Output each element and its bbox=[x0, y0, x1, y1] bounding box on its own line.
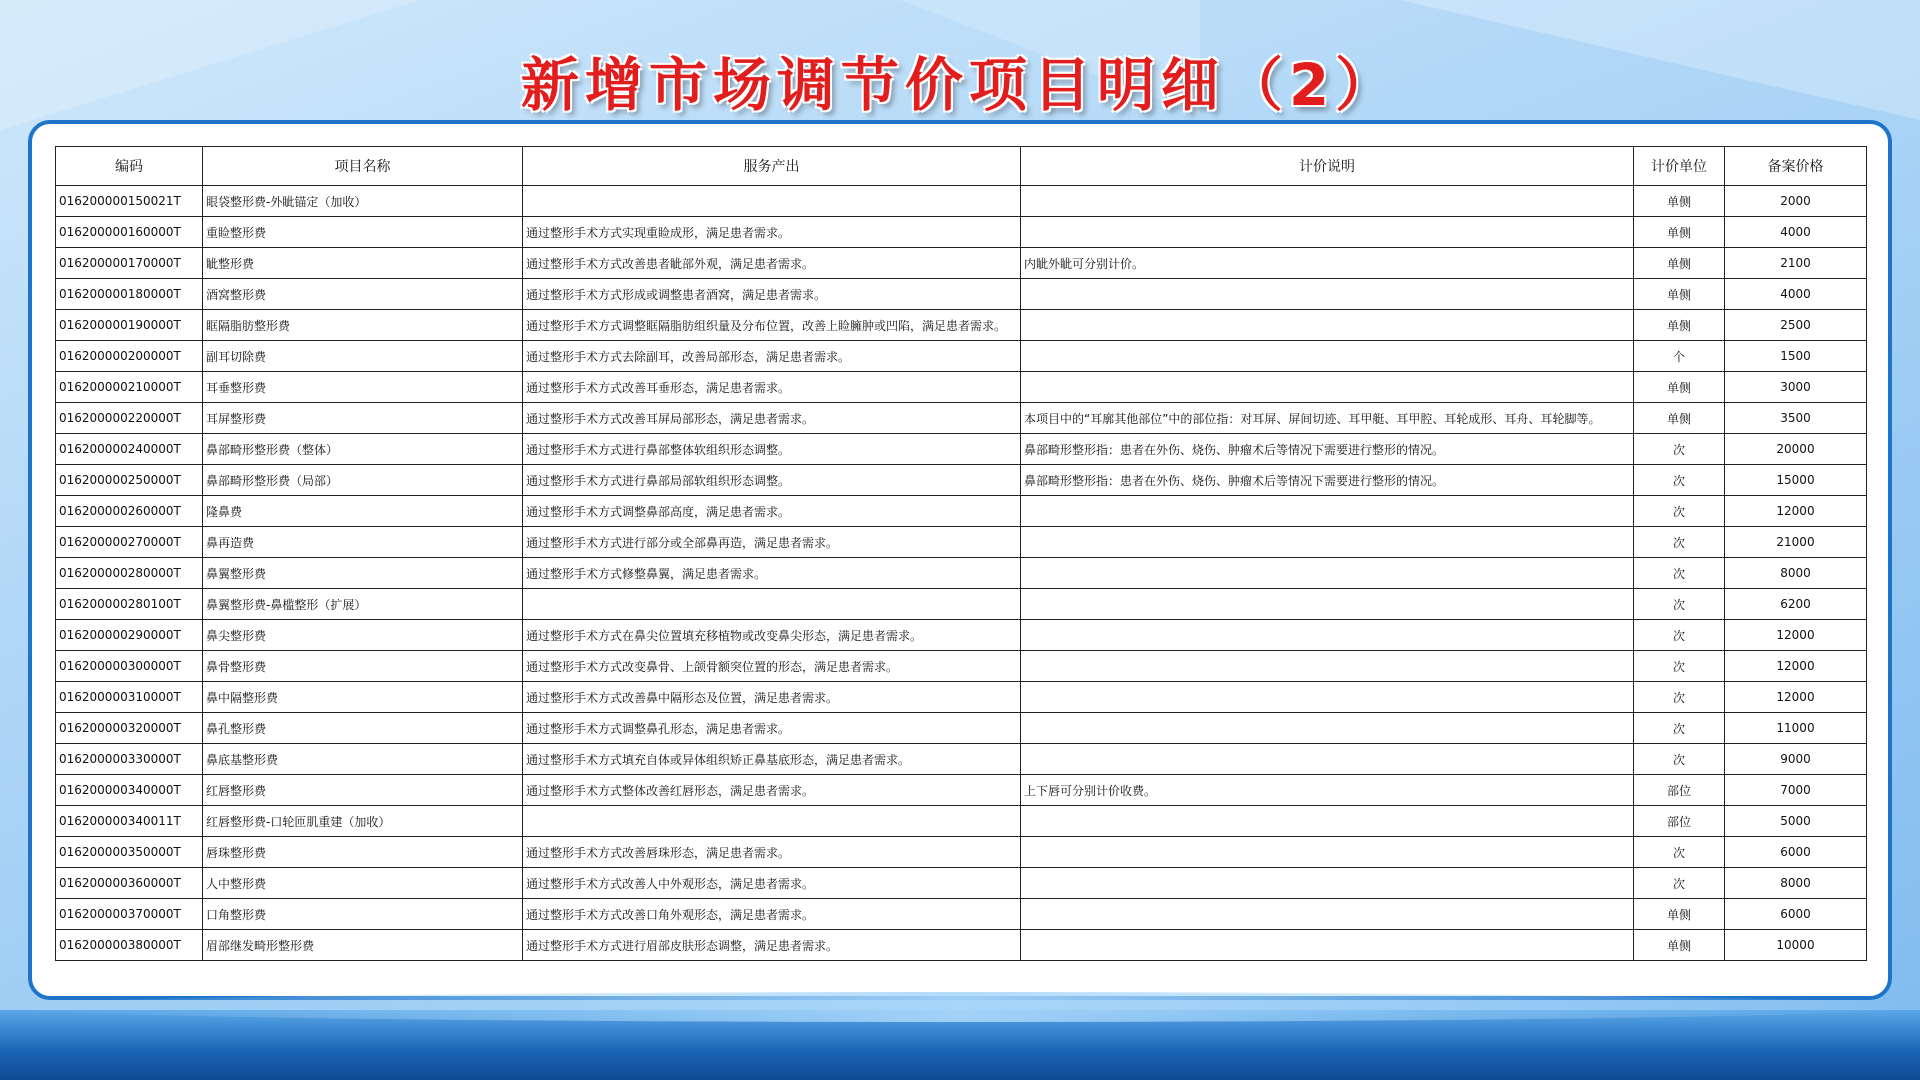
cell-unit: 次 bbox=[1634, 620, 1725, 651]
cell-note: 内眦外眦可分别计价。 bbox=[1021, 248, 1634, 279]
cell-note bbox=[1021, 589, 1634, 620]
cell-name: 耳屏整形费 bbox=[203, 403, 523, 434]
cell-note bbox=[1021, 744, 1634, 775]
bottom-wave-decoration bbox=[0, 1010, 1920, 1080]
cell-name: 耳垂整形费 bbox=[203, 372, 523, 403]
cell-output: 通过整形手术方式改善耳垂形态，满足患者需求。 bbox=[523, 372, 1021, 403]
cell-price: 3000 bbox=[1725, 372, 1867, 403]
table-row bbox=[56, 744, 1867, 775]
cell-price: 1500 bbox=[1725, 341, 1867, 372]
table-row bbox=[56, 806, 1867, 837]
cell-output: 通过整形手术方式进行鼻部局部软组织形态调整。 bbox=[523, 465, 1021, 496]
cell-price: 4000 bbox=[1725, 217, 1867, 248]
cell-unit: 单侧 bbox=[1634, 372, 1725, 403]
header-note: 计价说明 bbox=[1021, 147, 1634, 186]
table-row bbox=[56, 496, 1867, 527]
cell-code: 016200000350000T bbox=[56, 837, 203, 868]
cell-name: 眉部继发畸形整形费 bbox=[203, 930, 523, 961]
cell-unit: 次 bbox=[1634, 496, 1725, 527]
table-row bbox=[56, 527, 1867, 558]
header-code: 编码 bbox=[56, 147, 203, 186]
cell-code: 016200000150021T bbox=[56, 186, 203, 217]
cell-output: 通过整形手术方式进行眉部皮肤形态调整，满足患者需求。 bbox=[523, 930, 1021, 961]
cell-note bbox=[1021, 930, 1634, 961]
cell-code: 016200000340000T bbox=[56, 775, 203, 806]
page-title: 新增市场调节价项目明细（2） bbox=[520, 51, 1400, 119]
cell-code: 016200000330000T bbox=[56, 744, 203, 775]
table-row bbox=[56, 899, 1867, 930]
cell-unit: 个 bbox=[1634, 341, 1725, 372]
cell-code: 016200000220000T bbox=[56, 403, 203, 434]
cell-output: 通过整形手术方式形成或调整患者酒窝，满足患者需求。 bbox=[523, 279, 1021, 310]
cell-note bbox=[1021, 372, 1634, 403]
cell-output: 通过整形手术方式改善患者眦部外观，满足患者需求。 bbox=[523, 248, 1021, 279]
cell-unit: 次 bbox=[1634, 527, 1725, 558]
cell-note bbox=[1021, 527, 1634, 558]
cell-code: 016200000280100T bbox=[56, 589, 203, 620]
cell-note bbox=[1021, 837, 1634, 868]
table-row bbox=[56, 651, 1867, 682]
cell-code: 016200000190000T bbox=[56, 310, 203, 341]
cell-output: 通过整形手术方式调整眶隔脂肪组织量及分布位置，改善上睑臃肿或凹陷，满足患者需求。 bbox=[523, 310, 1021, 341]
cell-note bbox=[1021, 186, 1634, 217]
cell-note: 鼻部畸形整形指：患者在外伤、烧伤、肿瘤术后等情况下需要进行整形的情况。 bbox=[1021, 434, 1634, 465]
cell-note bbox=[1021, 217, 1634, 248]
cell-code: 016200000240000T bbox=[56, 434, 203, 465]
cell-price: 4000 bbox=[1725, 279, 1867, 310]
cell-unit: 部位 bbox=[1634, 775, 1725, 806]
cell-name: 鼻尖整形费 bbox=[203, 620, 523, 651]
cell-price: 2500 bbox=[1725, 310, 1867, 341]
cell-note bbox=[1021, 341, 1634, 372]
cell-name: 眶隔脂肪整形费 bbox=[203, 310, 523, 341]
header-price: 备案价格 bbox=[1725, 147, 1867, 186]
cell-note bbox=[1021, 713, 1634, 744]
cell-note bbox=[1021, 279, 1634, 310]
cell-name: 鼻中隔整形费 bbox=[203, 682, 523, 713]
cell-price: 2100 bbox=[1725, 248, 1867, 279]
table-row bbox=[56, 465, 1867, 496]
cell-note: 鼻部畸形整形指：患者在外伤、烧伤、肿瘤术后等情况下需要进行整形的情况。 bbox=[1021, 465, 1634, 496]
cell-note bbox=[1021, 651, 1634, 682]
cell-unit: 单侧 bbox=[1634, 186, 1725, 217]
cell-note bbox=[1021, 496, 1634, 527]
cell-name: 眦整形费 bbox=[203, 248, 523, 279]
cell-note bbox=[1021, 310, 1634, 341]
table-row bbox=[56, 341, 1867, 372]
cell-code: 016200000320000T bbox=[56, 713, 203, 744]
cell-code: 016200000210000T bbox=[56, 372, 203, 403]
cell-unit: 次 bbox=[1634, 651, 1725, 682]
cell-price: 6200 bbox=[1725, 589, 1867, 620]
table-row bbox=[56, 775, 1867, 806]
table-row bbox=[56, 868, 1867, 899]
table-row bbox=[56, 620, 1867, 651]
cell-name: 隆鼻费 bbox=[203, 496, 523, 527]
cell-unit: 次 bbox=[1634, 868, 1725, 899]
cell-output: 通过整形手术方式修整鼻翼，满足患者需求。 bbox=[523, 558, 1021, 589]
cell-name: 鼻骨整形费 bbox=[203, 651, 523, 682]
cell-price: 12000 bbox=[1725, 651, 1867, 682]
cell-unit: 次 bbox=[1634, 837, 1725, 868]
cell-code: 016200000340011T bbox=[56, 806, 203, 837]
cell-name: 鼻部畸形整形费（整体） bbox=[203, 434, 523, 465]
cell-output: 通过整形手术方式进行部分或全部鼻再造，满足患者需求。 bbox=[523, 527, 1021, 558]
table-row bbox=[56, 930, 1867, 961]
cell-output: 通过整形手术方式调整鼻孔形态，满足患者需求。 bbox=[523, 713, 1021, 744]
cell-output: 通过整形手术方式整体改善红唇形态，满足患者需求。 bbox=[523, 775, 1021, 806]
table-row bbox=[56, 682, 1867, 713]
cell-price: 10000 bbox=[1725, 930, 1867, 961]
cell-code: 016200000300000T bbox=[56, 651, 203, 682]
cell-code: 016200000370000T bbox=[56, 899, 203, 930]
cell-output: 通过整形手术方式改善口角外观形态，满足患者需求。 bbox=[523, 899, 1021, 930]
table-row bbox=[56, 589, 1867, 620]
table-row bbox=[56, 837, 1867, 868]
cell-note bbox=[1021, 682, 1634, 713]
header-name: 项目名称 bbox=[203, 147, 523, 186]
cell-output bbox=[523, 806, 1021, 837]
cell-unit: 单侧 bbox=[1634, 248, 1725, 279]
cell-price: 21000 bbox=[1725, 527, 1867, 558]
cell-price: 8000 bbox=[1725, 558, 1867, 589]
table-body bbox=[56, 186, 1867, 961]
cell-unit: 单侧 bbox=[1634, 279, 1725, 310]
cell-output: 通过整形手术方式改善人中外观形态，满足患者需求。 bbox=[523, 868, 1021, 899]
cell-name: 酒窝整形费 bbox=[203, 279, 523, 310]
cell-note bbox=[1021, 558, 1634, 589]
table-row bbox=[56, 217, 1867, 248]
cell-price: 12000 bbox=[1725, 496, 1867, 527]
cell-note: 本项目中的“耳廓其他部位”中的部位指：对耳屏、屏间切迹、耳甲艇、耳甲腔、耳轮成形、耳舟、耳轮脚等。 bbox=[1021, 403, 1634, 434]
cell-output: 通过整形手术方式改善耳屏局部形态，满足患者需求。 bbox=[523, 403, 1021, 434]
table-row bbox=[56, 186, 1867, 217]
cell-unit: 次 bbox=[1634, 558, 1725, 589]
cell-output: 通过整形手术方式实现重睑成形，满足患者需求。 bbox=[523, 217, 1021, 248]
cell-price: 12000 bbox=[1725, 620, 1867, 651]
cell-code: 016200000260000T bbox=[56, 496, 203, 527]
cell-code: 016200000160000T bbox=[56, 217, 203, 248]
cell-code: 016200000270000T bbox=[56, 527, 203, 558]
cell-unit: 单侧 bbox=[1634, 310, 1725, 341]
cell-output: 通过整形手术方式填充自体或异体组织矫正鼻基底形态，满足患者需求。 bbox=[523, 744, 1021, 775]
cell-name: 鼻部畸形整形费（局部） bbox=[203, 465, 523, 496]
cell-price: 2000 bbox=[1725, 186, 1867, 217]
table-row bbox=[56, 713, 1867, 744]
cell-output bbox=[523, 589, 1021, 620]
cell-name: 人中整形费 bbox=[203, 868, 523, 899]
price-table bbox=[55, 146, 1867, 961]
cell-price: 9000 bbox=[1725, 744, 1867, 775]
cell-code: 016200000290000T bbox=[56, 620, 203, 651]
table-row bbox=[56, 248, 1867, 279]
cell-name: 红唇整形费-口轮匝肌重建（加收） bbox=[203, 806, 523, 837]
cell-note bbox=[1021, 806, 1634, 837]
cell-output: 通过整形手术方式进行鼻部整体软组织形态调整。 bbox=[523, 434, 1021, 465]
cell-price: 6000 bbox=[1725, 899, 1867, 930]
cell-note: 上下唇可分别计价收费。 bbox=[1021, 775, 1634, 806]
table-row bbox=[56, 403, 1867, 434]
cell-output: 通过整形手术方式在鼻尖位置填充移植物或改变鼻尖形态，满足患者需求。 bbox=[523, 620, 1021, 651]
cell-name: 红唇整形费 bbox=[203, 775, 523, 806]
cell-unit: 单侧 bbox=[1634, 930, 1725, 961]
cell-code: 016200000200000T bbox=[56, 341, 203, 372]
table-row bbox=[56, 279, 1867, 310]
cell-unit: 次 bbox=[1634, 713, 1725, 744]
cell-unit: 次 bbox=[1634, 682, 1725, 713]
cell-note bbox=[1021, 868, 1634, 899]
cell-output: 通过整形手术方式改善唇珠形态，满足患者需求。 bbox=[523, 837, 1021, 868]
header-output: 服务产出 bbox=[523, 147, 1021, 186]
cell-unit: 部位 bbox=[1634, 806, 1725, 837]
cell-name: 唇珠整形费 bbox=[203, 837, 523, 868]
cell-code: 016200000170000T bbox=[56, 248, 203, 279]
cell-price: 3500 bbox=[1725, 403, 1867, 434]
cell-name: 鼻再造费 bbox=[203, 527, 523, 558]
cell-name: 鼻底基整形费 bbox=[203, 744, 523, 775]
cell-code: 016200000250000T bbox=[56, 465, 203, 496]
header-unit: 计价单位 bbox=[1634, 147, 1725, 186]
cell-price: 11000 bbox=[1725, 713, 1867, 744]
cell-name: 眼袋整形费-外眦锚定（加收） bbox=[203, 186, 523, 217]
cell-name: 鼻孔整形费 bbox=[203, 713, 523, 744]
cell-price: 15000 bbox=[1725, 465, 1867, 496]
cell-unit: 次 bbox=[1634, 465, 1725, 496]
cell-unit: 次 bbox=[1634, 589, 1725, 620]
table-row bbox=[56, 434, 1867, 465]
cell-price: 20000 bbox=[1725, 434, 1867, 465]
cell-output bbox=[523, 186, 1021, 217]
cell-output: 通过整形手术方式调整鼻部高度，满足患者需求。 bbox=[523, 496, 1021, 527]
cell-code: 016200000180000T bbox=[56, 279, 203, 310]
cell-name: 鼻翼整形费 bbox=[203, 558, 523, 589]
table-header-row bbox=[56, 147, 1867, 186]
cell-note bbox=[1021, 620, 1634, 651]
cell-code: 016200000310000T bbox=[56, 682, 203, 713]
cell-unit: 次 bbox=[1634, 434, 1725, 465]
cell-unit: 次 bbox=[1634, 744, 1725, 775]
cell-price: 12000 bbox=[1725, 682, 1867, 713]
cell-code: 016200000280000T bbox=[56, 558, 203, 589]
cell-price: 8000 bbox=[1725, 868, 1867, 899]
table-row bbox=[56, 310, 1867, 341]
cell-output: 通过整形手术方式改善鼻中隔形态及位置，满足患者需求。 bbox=[523, 682, 1021, 713]
cell-output: 通过整形手术方式去除副耳，改善局部形态，满足患者需求。 bbox=[523, 341, 1021, 372]
table-row bbox=[56, 558, 1867, 589]
cell-output: 通过整形手术方式改变鼻骨、上颌骨额突位置的形态，满足患者需求。 bbox=[523, 651, 1021, 682]
cell-unit: 单侧 bbox=[1634, 217, 1725, 248]
cell-unit: 单侧 bbox=[1634, 899, 1725, 930]
cell-code: 016200000380000T bbox=[56, 930, 203, 961]
cell-price: 5000 bbox=[1725, 806, 1867, 837]
cell-price: 7000 bbox=[1725, 775, 1867, 806]
cell-name: 重睑整形费 bbox=[203, 217, 523, 248]
cell-name: 鼻翼整形费-鼻槛整形（扩展） bbox=[203, 589, 523, 620]
cell-name: 副耳切除费 bbox=[203, 341, 523, 372]
cell-code: 016200000360000T bbox=[56, 868, 203, 899]
table-row bbox=[56, 372, 1867, 403]
cell-note bbox=[1021, 899, 1634, 930]
cell-unit: 单侧 bbox=[1634, 403, 1725, 434]
cell-name: 口角整形费 bbox=[203, 899, 523, 930]
cell-price: 6000 bbox=[1725, 837, 1867, 868]
